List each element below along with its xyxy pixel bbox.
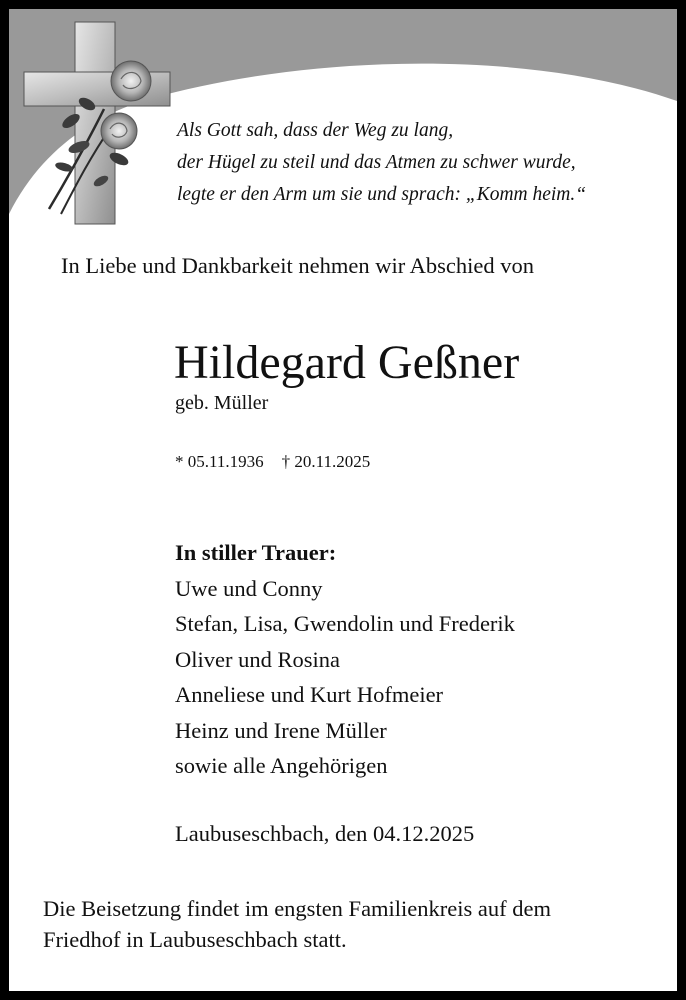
burial-line: Friedhof in Laubuseschbach statt.: [43, 927, 347, 952]
death-date: † 20.11.2025: [281, 452, 371, 471]
mourner-item: Heinz und Irene Müller: [175, 717, 387, 743]
burial-notice: [43, 893, 663, 955]
poem-line: der Hügel zu steil und das Atmen zu schwer wurde,: [177, 152, 576, 173]
poem-line: Als Gott sah, dass der Weg zu lang,: [177, 120, 454, 141]
mourner-item: sowie alle Angehörigen: [175, 753, 388, 778]
maiden-name: geb. Müller: [175, 392, 269, 414]
intro-text: In Liebe und Dankbarkeit nehmen wir Abschied von: [61, 253, 534, 278]
mourner-item: Anneliese und Kurt Hofmeier: [175, 682, 444, 707]
poem-line: legte er den Arm um sie und sprach: „Komm heim.“: [177, 184, 587, 205]
burial-line: Die Beisetzung findet im engsten Familienkreis auf dem: [43, 896, 551, 921]
birth-date: * 05.11.1936: [175, 452, 264, 471]
place-and-date: Laubuseschbach, den 04.12.2025: [175, 821, 475, 846]
mourner-item: Uwe und Conny: [175, 575, 323, 601]
poem: [177, 115, 657, 211]
mourners-list: [175, 535, 515, 784]
mourners-heading: In stiller Trauer:: [175, 540, 337, 565]
mourner-item: Oliver und Rosina: [175, 646, 340, 672]
deceased-name: Hildegard Geßner: [174, 336, 520, 389]
life-dates: [175, 452, 370, 472]
mourner-item: Stefan, Lisa, Gwendolin und Frederik: [175, 611, 515, 636]
